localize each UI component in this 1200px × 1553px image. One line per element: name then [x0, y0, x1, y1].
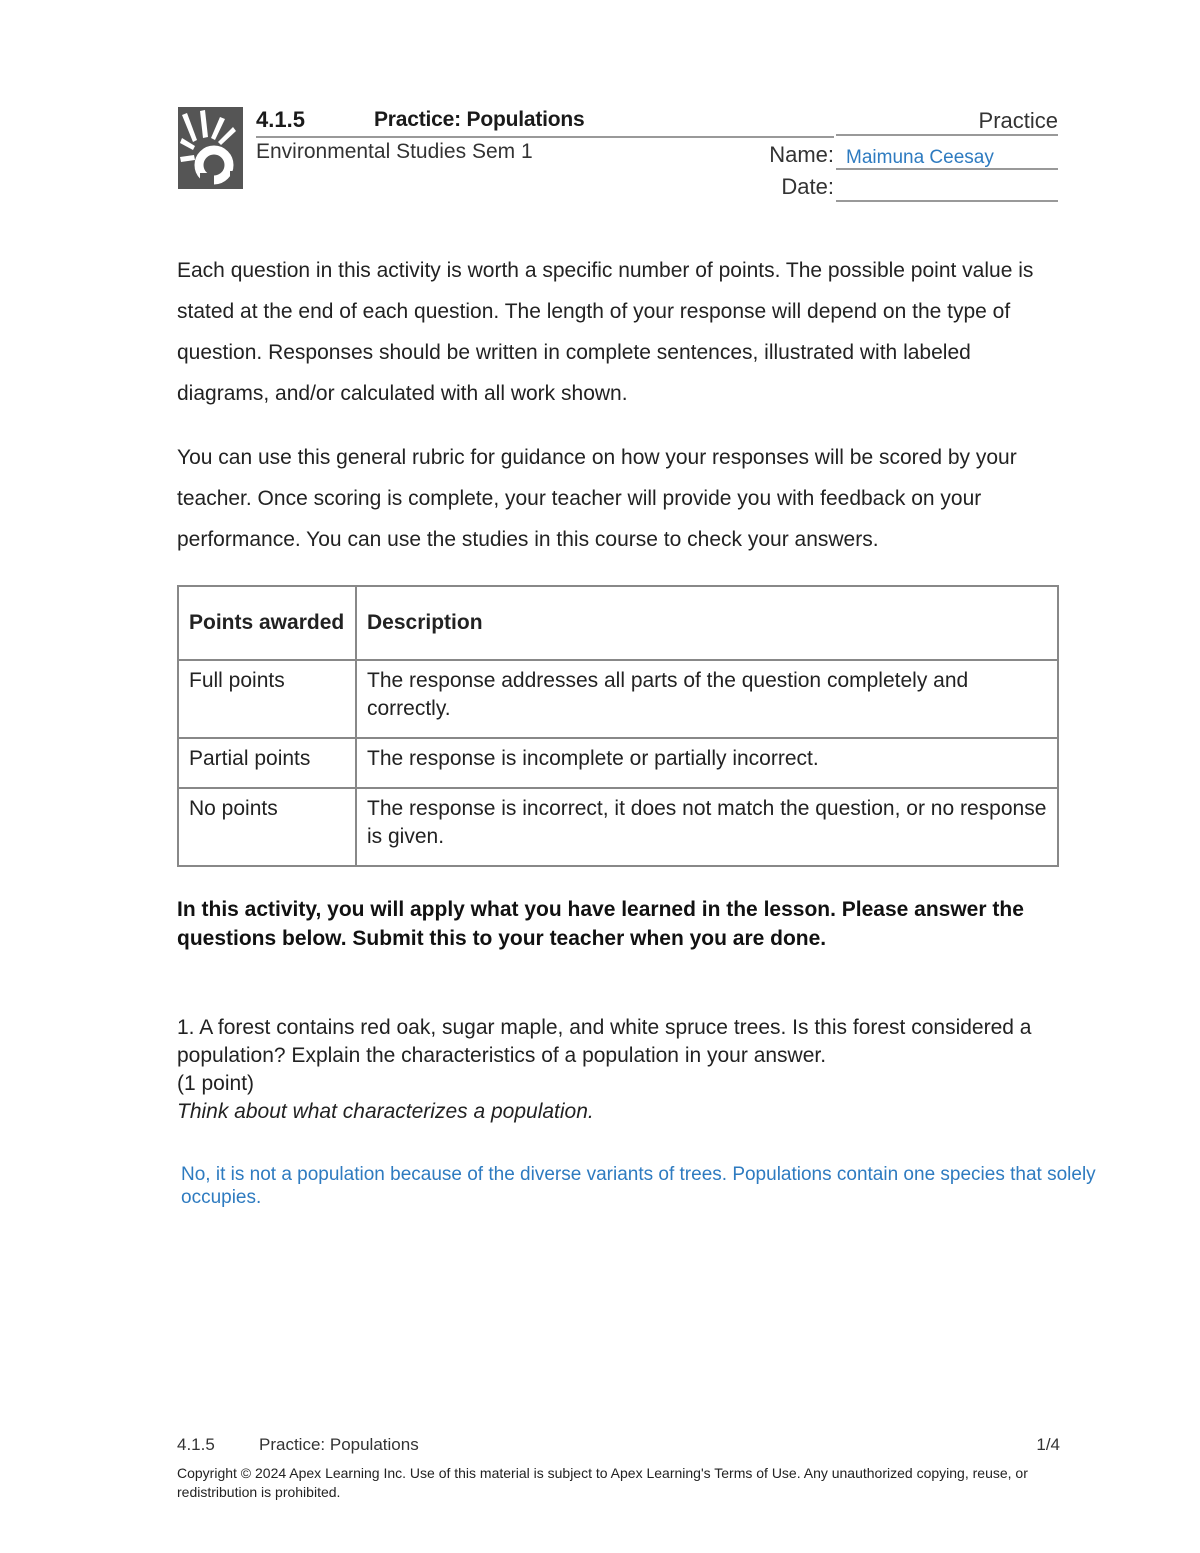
copyright-notice: Copyright © 2024 Apex Learning Inc. Use of this material is subject to Apex Learning's Terms of Use. Any unauthorized copying, reuse, or redistribution is prohibited.	[177, 1465, 1028, 1500]
date-label: Date:	[781, 174, 834, 199]
question-1-hint: Think about what characterizes a population.	[177, 1100, 594, 1123]
name-underline	[836, 168, 1058, 170]
activity-title: Practice: Populations	[374, 108, 585, 131]
apex-learning-logo-icon	[178, 107, 243, 189]
question-1-answer[interactable]: No, it is not a population because of the diverse variants of trees. Populations contain one species that solely occupies.	[181, 1164, 1096, 1208]
column-header-points: Points awarded	[178, 586, 356, 660]
description-cell: The response addresses all parts of the question completely and correctly.	[356, 660, 1058, 738]
footer-code: 4.1.5	[177, 1435, 215, 1454]
column-header-description: Description	[356, 586, 1058, 660]
intro-paragraph-2: You can use this general rubric for guidance on how your responses will be scored by your teacher. Once scoring is complete, your teacher will provide you with feedback on your performance. You can use the studies in this course to check your answers.	[177, 446, 1017, 551]
table-row	[178, 788, 1058, 866]
description-cell: The response is incomplete or partially incorrect.	[356, 738, 1058, 788]
course-name: Environmental Studies Sem 1	[256, 140, 533, 163]
activity-kind: Practice	[978, 108, 1058, 133]
points-cell: No points	[178, 788, 356, 866]
date-field[interactable]	[836, 200, 1058, 202]
question-1	[177, 1014, 1077, 1126]
footer-title: Practice: Populations	[259, 1435, 419, 1454]
name-label: Name:	[769, 142, 834, 167]
activity-instructions: In this activity, you will apply what you have learned in the lesson. Please answer the questions below. Submit this to your teacher when you are done.	[177, 898, 1024, 950]
header-rule	[256, 136, 834, 138]
table-row	[178, 660, 1058, 738]
question-1-points: (1 point)	[177, 1072, 255, 1095]
intro-paragraph-1: Each question in this activity is worth a specific number of points. The possible point value is stated at the end of each question. The length of your response will depend on the type of question. Responses should be written in complete sentences, illustrated with labeled diagrams, and/or calculated with all work shown.	[177, 259, 1034, 405]
points-cell: Partial points	[178, 738, 356, 788]
table-row	[178, 738, 1058, 788]
activity-code: 4.1.5	[256, 107, 305, 132]
rubric-table	[177, 585, 1059, 867]
header-rule-right	[836, 134, 1058, 136]
question-1-text: 1. A forest contains red oak, sugar maple, and white spruce trees. Is this forest considered a population? Explain the characteristics of a population in your answer.	[177, 1016, 1032, 1067]
page-number: 1/4	[1036, 1435, 1060, 1454]
name-field[interactable]: Maimuna Ceesay	[846, 147, 994, 168]
table-header-row	[178, 586, 1058, 660]
points-cell: Full points	[178, 660, 356, 738]
description-cell: The response is incorrect, it does not match the question, or no response is given.	[356, 788, 1058, 866]
